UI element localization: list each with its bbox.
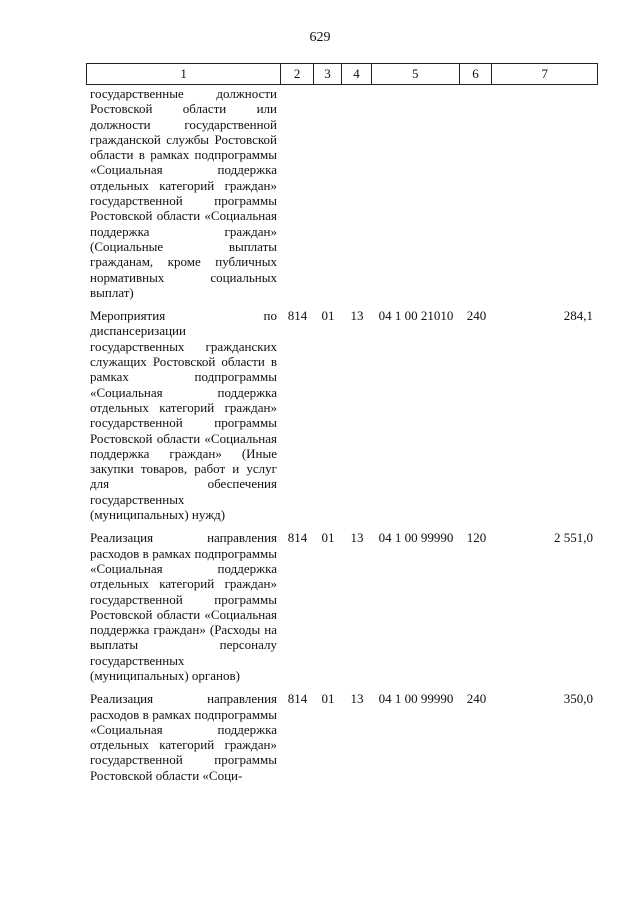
header-col-5: 5 (372, 64, 460, 84)
header-col-2: 2 (281, 64, 314, 84)
row-col-3: 01 (321, 308, 335, 324)
row-col-2: 814 (287, 308, 308, 324)
row-col-7 (493, 86, 598, 300)
row-col-6: 240 (466, 691, 487, 707)
table-row (86, 308, 598, 522)
row-col-7: 284,1 (563, 308, 593, 324)
header-col-6: 6 (460, 64, 493, 84)
table-row (86, 86, 598, 300)
row-col-5: 04 1 00 99990 (378, 691, 454, 707)
row-description: Мероприятия по диспансеризации государственных гражданских служащих Ростовской области в рамках подпрограммы «Социальная поддержка отдельных категорий граждан» государственной программы Ростовской области «Социальная поддержка граждан» (Иные закупки товаров, работ и услуг для обеспечения государственных (муниципальных) нужд) (90, 308, 277, 523)
row-col-5 (372, 86, 460, 300)
table-header (86, 63, 598, 85)
row-col-7: 2 551,0 (554, 530, 593, 546)
row-description: Реализация направления расходов в рамках подпрограммы «Социальная поддержка отдельных категорий граждан» государственной программы Ростовской области «Соци- (90, 691, 277, 783)
header-col-7: 7 (541, 66, 548, 81)
row-col-4: 13 (350, 530, 364, 546)
row-description: государственные должности Ростовской области или должности государственной гражданской службы Ростовской области в рамках подпрограммы «Социальная поддержка отдельных категорий граждан» государственной программы Ростовской области «Социальная поддержка граждан» (Социальные выплаты гражданам, кроме публичных нормативных социальных выплат) (90, 86, 277, 300)
row-col-7: 350,0 (563, 691, 593, 707)
row-col-2: 814 (287, 691, 308, 707)
row-col-6 (460, 86, 493, 300)
header-col-4: 4 (342, 64, 372, 84)
row-col-3: 01 (321, 530, 335, 546)
row-col-2: 814 (287, 530, 308, 546)
page-number: 629 (309, 30, 331, 45)
header-col-1: 1 (87, 64, 281, 84)
row-col-3 (314, 86, 342, 300)
row-col-4 (342, 86, 372, 300)
header-col-3: 3 (314, 64, 342, 84)
table-row (86, 691, 598, 783)
table-body (86, 86, 598, 783)
row-col-2 (281, 86, 314, 300)
row-col-6: 120 (466, 530, 487, 546)
row-col-4: 13 (350, 308, 364, 324)
row-col-5: 04 1 00 99990 (378, 530, 454, 546)
table-row (86, 530, 598, 683)
row-description: Реализация направления расходов в рамках подпрограммы «Социальная поддержка отдельных категорий граждан» государственной программы Ростовской области «Социальная поддержка граждан» (Расходы на выплаты персоналу государственных (муниципальных) органов) (90, 530, 277, 683)
row-col-6: 240 (466, 308, 487, 324)
row-col-5: 04 1 00 21010 (378, 308, 454, 324)
row-col-3: 01 (321, 691, 335, 707)
row-col-4: 13 (350, 691, 364, 707)
